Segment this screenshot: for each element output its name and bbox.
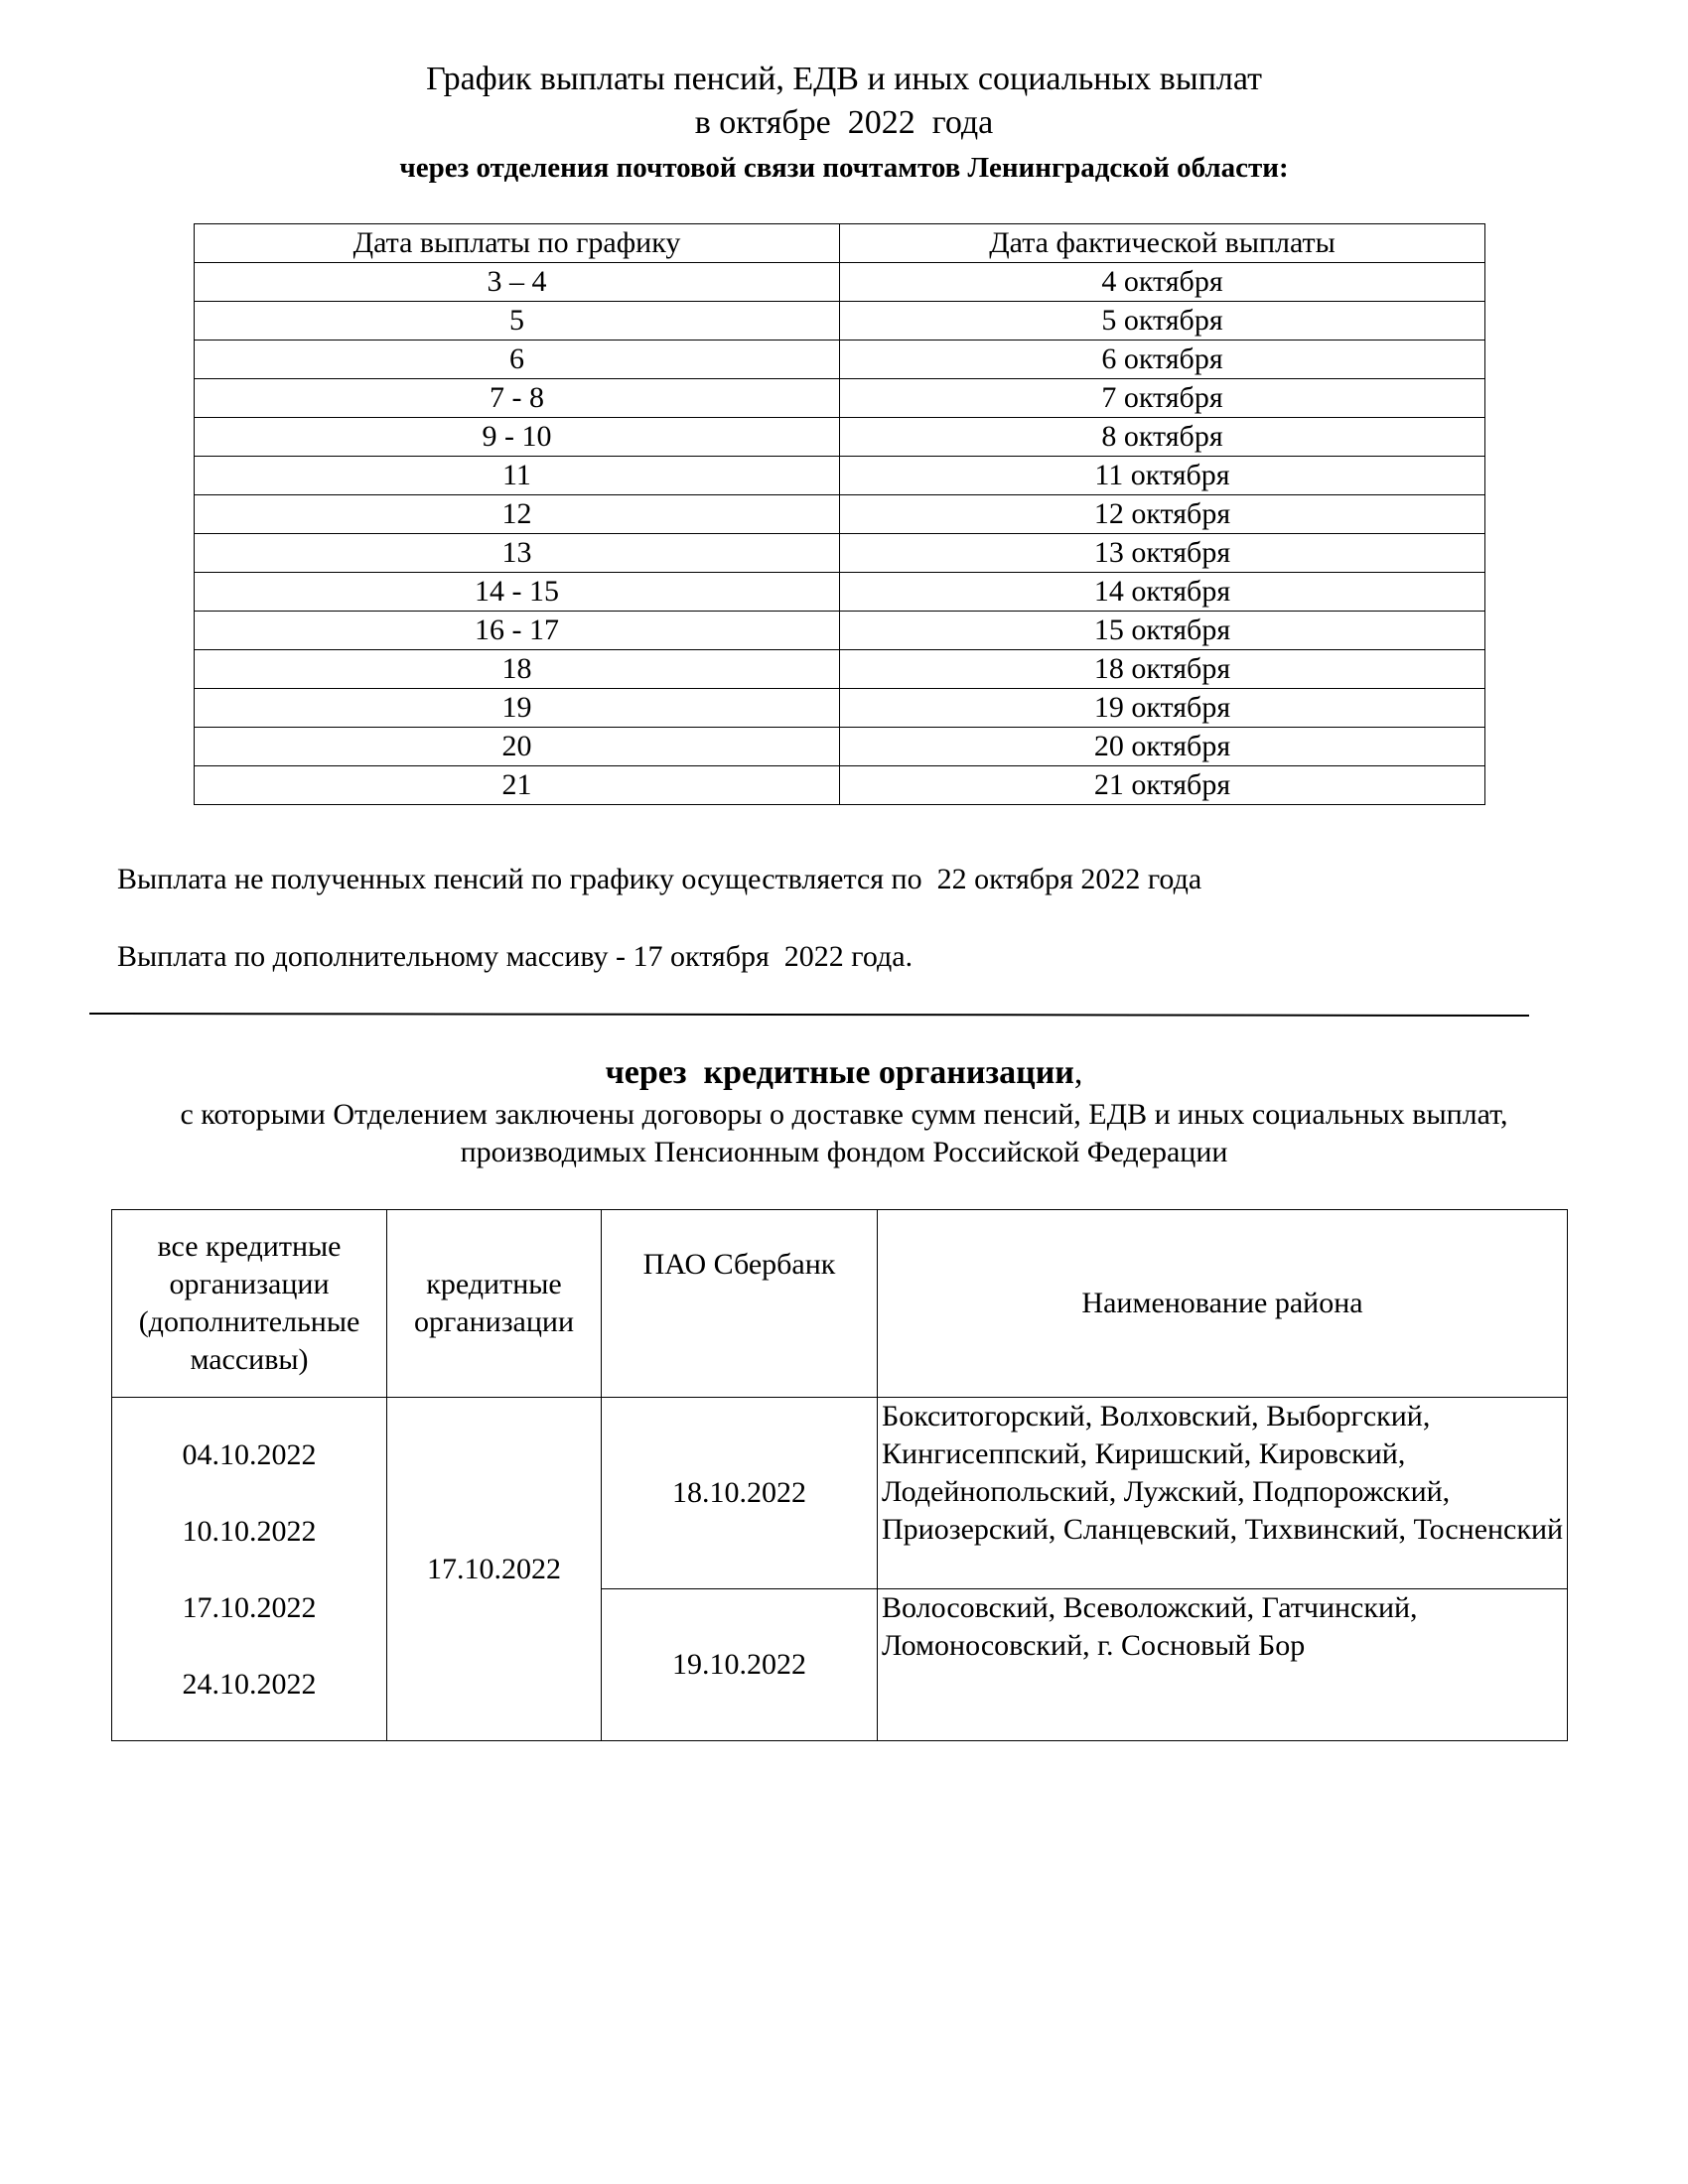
document-title: График выплаты пенсий, ЕДВ и иных социальных выплат xyxy=(426,61,1262,97)
all-orgs-date: 10.10.2022 xyxy=(182,1514,317,1548)
scheduled-date-cell: 3 – 4 xyxy=(195,263,840,302)
table-row xyxy=(195,689,1485,728)
scheduled-date-cell: 21 xyxy=(195,766,840,805)
credit-section-description: с которыми Отделением заключены договоры о доставке сумм пенсий, ЕДВ и иных социальных выплат, производимых Пенсионным фондом Российской Федерации xyxy=(180,1098,1508,1168)
column-header-all-orgs: все кредитные организации (дополнительные массивы) xyxy=(112,1210,387,1398)
table-row xyxy=(195,612,1485,650)
table-row xyxy=(195,650,1485,689)
column-header-orgs: кредитные организации xyxy=(387,1210,602,1398)
actual-date-cell: 21 октября xyxy=(840,766,1485,805)
scheduled-date-cell: 6 xyxy=(195,341,840,379)
scheduled-date-cell: 20 xyxy=(195,728,840,766)
actual-date-cell: 4 октября xyxy=(840,263,1485,302)
scheduled-date-cell: 9 - 10 xyxy=(195,418,840,457)
actual-date-cell: 8 октября xyxy=(840,418,1485,457)
district-list-cell: Волосовский, Всеволожский, Гатчинский, Ломоносовский, г. Сосновый Бор xyxy=(878,1589,1568,1741)
credit-section-title-tail: , xyxy=(1073,1054,1083,1091)
actual-date-cell: 7 октября xyxy=(840,379,1485,418)
scheduled-date-cell: 16 - 17 xyxy=(195,612,840,650)
table-row xyxy=(195,534,1485,573)
scheduled-date-cell: 19 xyxy=(195,689,840,728)
table-header-row xyxy=(112,1210,1568,1398)
document-subtitle: в октябре 2022 года xyxy=(694,104,994,141)
table-row xyxy=(195,573,1485,612)
orgs-date-cell: 17.10.2022 xyxy=(387,1398,602,1741)
scheduled-date-cell: 7 - 8 xyxy=(195,379,840,418)
actual-date-cell: 13 октября xyxy=(840,534,1485,573)
additional-array-note: Выплата по дополнительному массиву - 17 октября 2022 года. xyxy=(117,940,914,973)
actual-date-cell: 20 октября xyxy=(840,728,1485,766)
table-row xyxy=(195,341,1485,379)
table-row xyxy=(195,263,1485,302)
column-header-district: Наименование района xyxy=(878,1210,1568,1398)
credit-section-title xyxy=(0,1052,1688,1094)
all-orgs-date: 04.10.2022 xyxy=(182,1437,317,1471)
scheduled-date-cell: 18 xyxy=(195,650,840,689)
table-row xyxy=(195,766,1485,805)
sberbank-date-cell: 18.10.2022 xyxy=(602,1398,878,1589)
district-list-cell: Бокситогорский, Волховский, Выборгский, Кингисеппский, Киришский, Кировский, Лодейнопольский, Лужский, Подпорожский, Приозерский, Сланцевский, Тихвинский, Тосненский xyxy=(878,1398,1568,1589)
column-header-actual-date: Дата фактической выплаты xyxy=(840,224,1485,263)
actual-date-cell: 18 октября xyxy=(840,650,1485,689)
actual-date-cell: 11 октября xyxy=(840,457,1485,495)
sberbank-date-cell: 19.10.2022 xyxy=(602,1589,878,1741)
actual-date-cell: 19 октября xyxy=(840,689,1485,728)
table-header-row xyxy=(195,224,1485,263)
all-orgs-dates-cell xyxy=(112,1398,387,1741)
all-orgs-date: 17.10.2022 xyxy=(182,1590,317,1624)
table-row xyxy=(195,495,1485,534)
scheduled-date-cell: 12 xyxy=(195,495,840,534)
scheduled-date-cell: 5 xyxy=(195,302,840,341)
table-row xyxy=(195,728,1485,766)
section-divider xyxy=(89,1013,1529,1017)
table-row xyxy=(195,457,1485,495)
actual-date-cell: 5 октября xyxy=(840,302,1485,341)
table-row xyxy=(195,302,1485,341)
scheduled-date-cell: 13 xyxy=(195,534,840,573)
column-header-scheduled-date: Дата выплаты по графику xyxy=(195,224,840,263)
column-header-sberbank: ПАО Сбербанк xyxy=(602,1210,878,1398)
actual-date-cell: 14 октября xyxy=(840,573,1485,612)
scheduled-date-cell: 14 - 15 xyxy=(195,573,840,612)
actual-date-cell: 15 октября xyxy=(840,612,1485,650)
table-row xyxy=(195,379,1485,418)
credit-schedule-table xyxy=(111,1209,1568,1741)
actual-date-cell: 12 октября xyxy=(840,495,1485,534)
unreceived-pension-note: Выплата не полученных пенсий по графику осуществляется по 22 октября 2022 года xyxy=(117,863,1202,895)
post-schedule-table xyxy=(194,223,1485,805)
credit-section-title-bold: через кредитные организации xyxy=(605,1054,1074,1091)
actual-date-cell: 6 октября xyxy=(840,341,1485,379)
table-row xyxy=(112,1398,1568,1589)
scheduled-date-cell: 11 xyxy=(195,457,840,495)
post-section-title: через отделения почтовой связи почтамтов Ленинградской области: xyxy=(399,152,1289,184)
all-orgs-date: 24.10.2022 xyxy=(182,1667,317,1701)
table-row xyxy=(195,418,1485,457)
